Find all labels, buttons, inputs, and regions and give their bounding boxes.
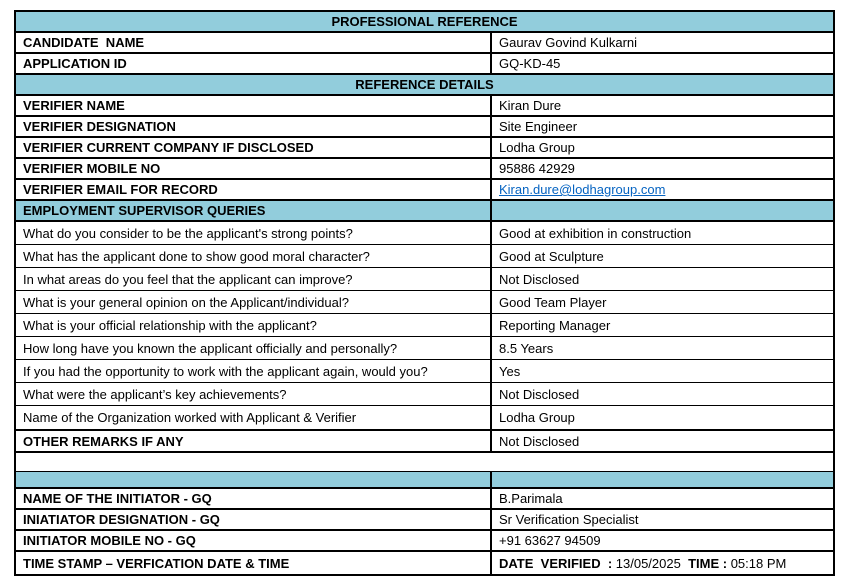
verifier-designation-value: Site Engineer bbox=[499, 119, 578, 134]
row-query-general-opinion bbox=[16, 291, 833, 314]
query-text: If you had the opportunity to work with the applicant again, would you? bbox=[16, 360, 492, 382]
query-answer: Not Disclosed bbox=[499, 271, 580, 287]
query-text: In what areas do you feel that the applicant can improve? bbox=[16, 268, 492, 290]
other-remarks-label: OTHER REMARKS IF ANY bbox=[16, 431, 492, 451]
professional-reference-form bbox=[14, 10, 835, 576]
query-text: What is your official relationship with the applicant? bbox=[16, 314, 492, 336]
row-query-improve-areas bbox=[16, 268, 833, 291]
application-id-label: APPLICATION ID bbox=[16, 54, 492, 73]
row-initiator-name bbox=[16, 489, 833, 510]
query-answer: Lodha Group bbox=[499, 410, 575, 425]
query-answer: Reporting Manager bbox=[499, 317, 611, 333]
row-timestamp bbox=[16, 552, 833, 574]
application-id-value: GQ-KD-45 bbox=[499, 56, 561, 71]
verifier-email-link[interactable]: Kiran.dure@lodhagroup.com bbox=[499, 182, 666, 197]
verifier-email-cell bbox=[492, 180, 833, 199]
query-answer: Yes bbox=[499, 363, 521, 379]
query-answer: 8.5 Years bbox=[499, 340, 554, 356]
initiator-designation-value: Sr Verification Specialist bbox=[499, 512, 639, 527]
date-verified-label: DATE VERIFIED : bbox=[499, 555, 616, 571]
queries-header-empty-cell bbox=[492, 201, 833, 220]
date-verified-value: 13/05/2025 bbox=[615, 555, 681, 571]
verifier-mobile-label: VERIFIER MOBILE NO bbox=[16, 159, 492, 178]
initiator-name-value: B.Parimala bbox=[499, 491, 563, 506]
verifier-name-value: Kiran Dure bbox=[499, 98, 562, 113]
row-query-strong-points bbox=[16, 222, 833, 245]
row-application-id bbox=[16, 54, 833, 75]
verifier-company-label: VERIFIER CURRENT COMPANY IF DISCLOSED bbox=[16, 138, 492, 157]
verifier-email-label: VERIFIER EMAIL FOR RECORD bbox=[16, 180, 492, 199]
row-query-known-duration bbox=[16, 337, 833, 360]
row-verifier-mobile bbox=[16, 159, 833, 180]
query-text: How long have you known the applicant officially and personally? bbox=[16, 337, 492, 359]
row-query-work-again bbox=[16, 360, 833, 383]
verifier-name-label: VERIFIER NAME bbox=[16, 96, 492, 115]
query-answer: Good at exhibition in construction bbox=[499, 225, 692, 241]
candidate-name-label: CANDIDATE NAME bbox=[16, 33, 492, 52]
time-value: 05:18 PM bbox=[730, 555, 787, 571]
other-remarks-value: Not Disclosed bbox=[499, 433, 580, 449]
row-queries-header bbox=[16, 201, 833, 222]
row-other-remarks bbox=[16, 431, 833, 453]
time-label: TIME : bbox=[680, 555, 731, 571]
query-text: Name of the Organization worked with Applicant & Verifier bbox=[16, 406, 492, 429]
initiator-designation-label: INIATIATOR DESIGNATION - GQ bbox=[16, 510, 492, 529]
verifier-company-value: Lodha Group bbox=[499, 140, 575, 155]
query-answer: Good Team Player bbox=[499, 294, 607, 310]
query-text: What do you consider to be the applicant's strong points? bbox=[16, 222, 492, 244]
row-query-official-relationship bbox=[16, 314, 833, 337]
timestamp-label: TIME STAMP – VERFICATION DATE & TIME bbox=[16, 552, 492, 574]
timestamp-value bbox=[492, 552, 833, 574]
initiator-mobile-value: +91 63627 94509 bbox=[499, 533, 601, 548]
row-query-organization bbox=[16, 406, 833, 431]
initiator-name-label: NAME OF THE INITIATOR - GQ bbox=[16, 489, 492, 508]
row-empty-blue bbox=[16, 472, 833, 489]
query-answer: Good at Sculpture bbox=[499, 248, 604, 264]
candidate-name-value: Gaurav Govind Kulkarni bbox=[499, 35, 638, 50]
verifier-designation-label: VERIFIER DESIGNATION bbox=[16, 117, 492, 136]
row-reference-details-header bbox=[16, 75, 833, 96]
query-text: What is your general opinion on the Applicant/individual? bbox=[16, 291, 492, 313]
form-title: PROFESSIONAL REFERENCE bbox=[331, 14, 518, 29]
row-verifier-name bbox=[16, 96, 833, 117]
row-empty-white bbox=[16, 453, 833, 472]
row-query-key-achievements bbox=[16, 383, 833, 406]
query-text: What were the applicant’s key achievements? bbox=[16, 383, 492, 405]
row-initiator-designation bbox=[16, 510, 833, 531]
verifier-mobile-value: 95886 42929 bbox=[499, 161, 575, 176]
reference-details-header: REFERENCE DETAILS bbox=[355, 77, 494, 92]
queries-header-label: EMPLOYMENT SUPERVISOR QUERIES bbox=[16, 201, 492, 220]
row-verifier-email bbox=[16, 180, 833, 201]
query-answer: Not Disclosed bbox=[499, 386, 580, 402]
row-initiator-mobile bbox=[16, 531, 833, 552]
row-candidate-name bbox=[16, 33, 833, 54]
row-verifier-designation bbox=[16, 117, 833, 138]
row-query-moral-character bbox=[16, 245, 833, 268]
initiator-mobile-label: INITIATOR MOBILE NO - GQ bbox=[16, 531, 492, 550]
row-verifier-company bbox=[16, 138, 833, 159]
query-text: What has the applicant done to show good moral character? bbox=[16, 245, 492, 267]
row-title bbox=[16, 12, 833, 33]
